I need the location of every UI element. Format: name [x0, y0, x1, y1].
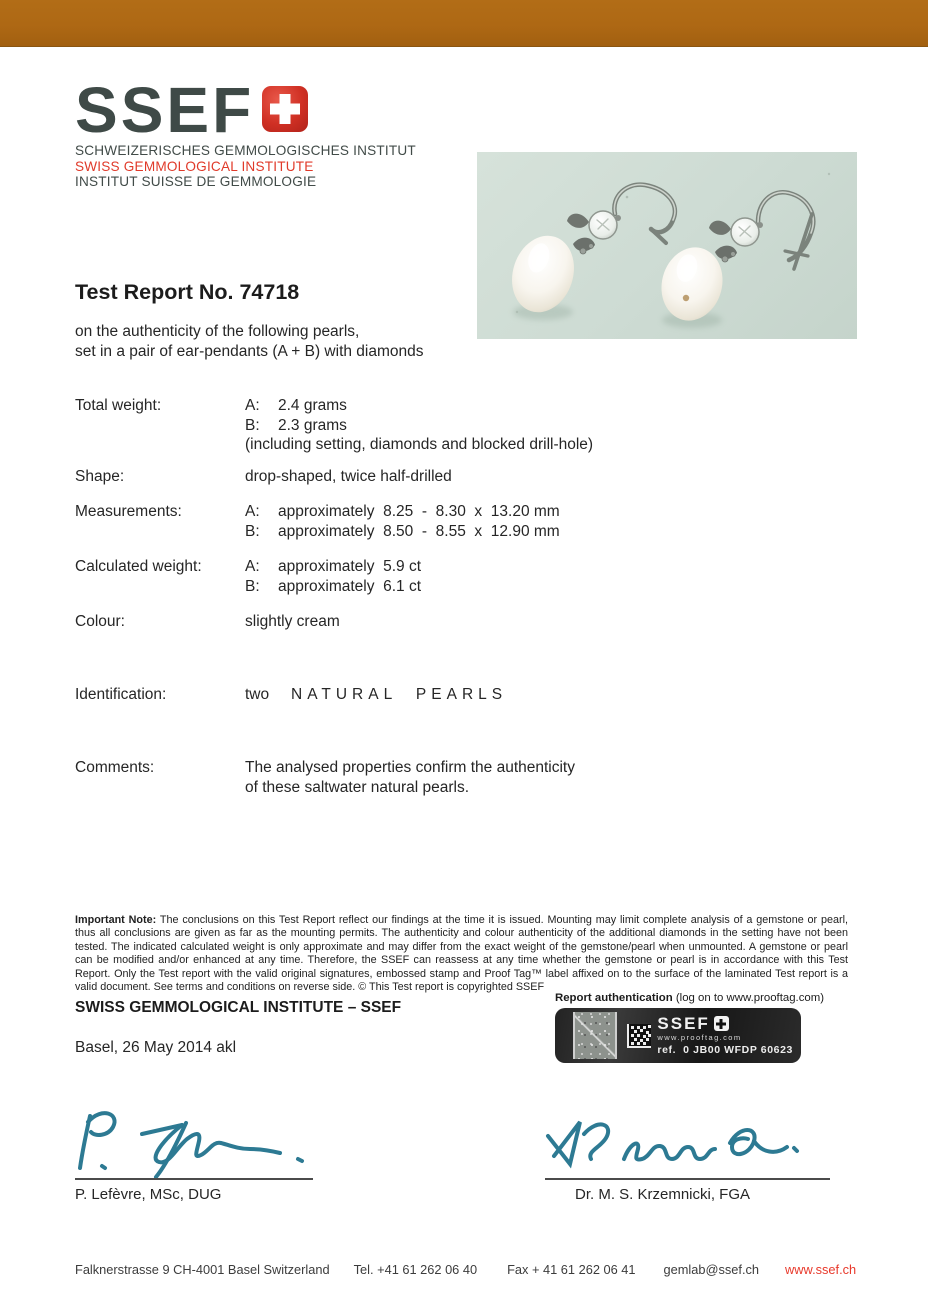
prooftag-security-label — [555, 1008, 801, 1063]
ssef-wordmark: SSEF — [75, 74, 255, 146]
report-subtitle — [75, 322, 424, 362]
earrings-photo — [477, 152, 857, 339]
spec-total-weight — [75, 396, 593, 455]
signature-rule-right — [545, 1178, 830, 1180]
item-letter: A: — [245, 558, 260, 575]
signature-krzemnicki — [540, 1112, 840, 1176]
prooftag-left-panel — [555, 1008, 573, 1063]
prooftag-ssef-brand: SSEF — [657, 1014, 710, 1033]
spec-value-text: approximately 8.50 - 8.55 x 12.90 mm — [278, 522, 560, 540]
important-note — [75, 914, 848, 994]
important-note-label: Important Note: — [75, 914, 157, 926]
spec-label: Measurements: — [75, 503, 182, 520]
earrings-illustration — [477, 152, 857, 339]
subtitle-line-1: on the authenticity of the following pearls, — [75, 323, 360, 340]
date-place-line: Basel, 26 May 2014 akl — [75, 1039, 237, 1056]
spec-label: Identification: — [75, 686, 167, 703]
item-letter: A: — [245, 397, 260, 414]
subtitle-line-2: set in a pair of ear-pendants (A + B) with diamonds — [75, 343, 424, 360]
spec-comments — [75, 758, 575, 797]
scan-background-band — [0, 0, 928, 47]
spec-label: Colour: — [75, 613, 125, 630]
spec-identification — [75, 685, 507, 705]
spec-value-text: drop-shaped, twice half-drilled — [245, 468, 452, 485]
signature-lefevre — [70, 1106, 370, 1178]
prooftag-ref-number: ref. 0 JB00 WFDP 60623 — [657, 1044, 793, 1056]
footer-tel: Tel. +41 61 262 06 40 — [353, 1262, 478, 1277]
footer-website: www.ssef.ch — [785, 1262, 857, 1277]
spec-value-text: approximately 5.9 ct — [278, 558, 422, 575]
institute-name-french: INSTITUT SUISSE DE GEMMOLOGIE — [75, 174, 317, 189]
earring-a — [502, 185, 674, 321]
institute-name-english: SWISS GEMMOLOGICAL INSTITUTE — [75, 158, 314, 174]
spec-calculated-weight — [75, 557, 421, 596]
prooftag-swiss-cross-icon — [714, 1016, 729, 1031]
identification-count: two — [245, 686, 270, 703]
footer-email: gemlab@ssef.ch — [663, 1262, 760, 1277]
spec-shape — [75, 467, 452, 487]
spec-label: Shape: — [75, 468, 125, 485]
report-authentication-caption — [555, 992, 824, 1004]
authentication-label: Report authentication — [555, 992, 673, 1004]
ssef-logo — [75, 74, 416, 190]
footer-fax: Fax + 41 61 262 06 41 — [507, 1262, 636, 1277]
spec-label: Total weight: — [75, 397, 162, 414]
spec-value-text: approximately 8.25 - 8.30 x 13.20 mm — [278, 503, 560, 520]
spec-value-text: (including setting, diamonds and blocked drill-hole) — [245, 436, 594, 453]
earring-b — [653, 192, 813, 328]
prooftag-url: www.prooftag.com — [657, 1033, 742, 1042]
footer-contact-line — [75, 1262, 865, 1277]
spec-measurements — [75, 502, 560, 541]
datamatrix-icon — [627, 1024, 651, 1048]
spec-colour — [75, 612, 340, 632]
spec-value-text: 2.3 grams — [278, 416, 347, 434]
prooftag-bubble-code — [573, 1012, 617, 1059]
signer-name-right: Dr. M. S. Krzemnicki, FGA — [575, 1186, 751, 1203]
spec-value-text: approximately 6.1 ct — [278, 577, 422, 595]
report-title: Test Report No. 74718 — [75, 280, 300, 304]
item-letter: A: — [245, 503, 260, 520]
item-letter: B: — [245, 416, 260, 434]
identification-result: NATURAL PEARLS — [291, 686, 508, 703]
spec-value-text: slightly cream — [245, 613, 340, 630]
signature-rule-left — [75, 1178, 313, 1180]
footer-address: Falknerstrasse 9 CH-4001 Basel Switzerland — [75, 1262, 330, 1277]
spec-label: Calculated weight: — [75, 558, 202, 575]
authentication-note: (log on to www.prooftag.com) — [672, 992, 825, 1004]
spec-value-text: 2.4 grams — [278, 397, 347, 414]
signer-name-left: P. Lefèvre, MSc, DUG — [75, 1186, 222, 1203]
item-letter: B: — [245, 522, 260, 540]
institute-name-german: SCHWEIZERISCHES GEMMOLOGISCHES INSTITUT — [75, 143, 416, 158]
important-note-text: The conclusions on this Test Report reflect our findings at the time it is issued. Mounting may limit complete analysis of a gemstone or pearl, thus all conclusions are given as far as the mounting permits. The authenticity and colour authenticity of the additional diamonds in the setting have not been tested. The indicated calculated weight is only approximate and may differ from the exact weight of the gemstone/pearl when unmounted. A gemstone or pearl can be modified and/or enhanced at any time. Therefore, the SSEF can reassess at any time whether the gemstone or pearl is in accordance with this Test Report. Only the Test report with the valid original signatures, embossed stamp and Proof Tag™ label affixed on to the surface of the laminated Test report is a valid document. See terms and conditions on reverse side. © This Test report is copyrighted SSEF — [75, 914, 849, 994]
institute-signature-line: SWISS GEMMOLOGICAL INSTITUTE – SSEF — [75, 999, 402, 1016]
swiss-cross-icon — [262, 86, 308, 132]
item-letter: B: — [245, 577, 260, 595]
spec-value-text: of these saltwater natural pearls. — [245, 778, 470, 796]
spec-label: Comments: — [75, 759, 155, 776]
spec-value-text: The analysed properties confirm the authenticity — [245, 759, 575, 776]
